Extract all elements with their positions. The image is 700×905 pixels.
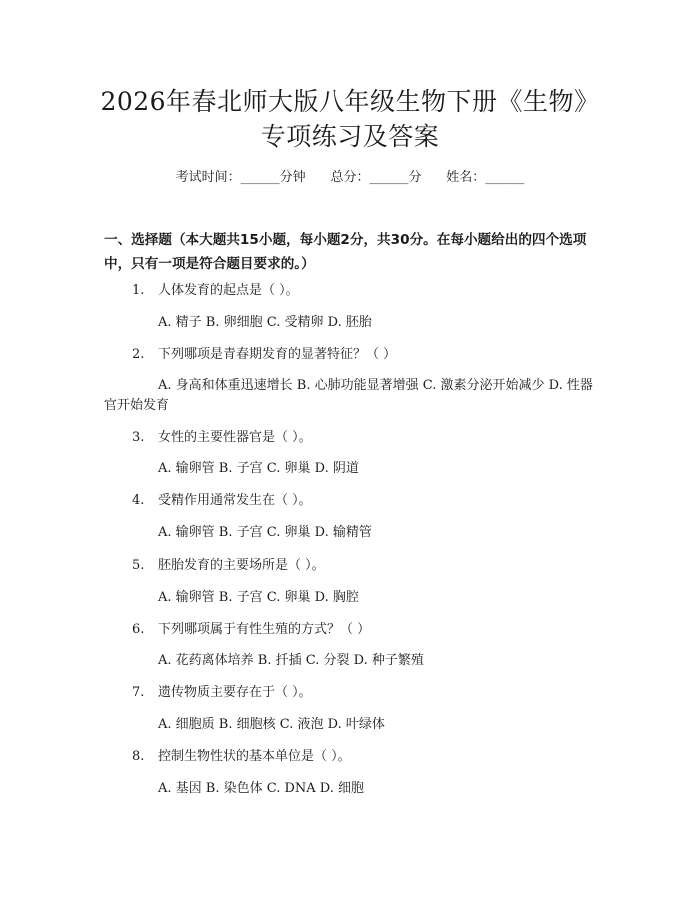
question-options: A. 花药离体培养 B. 扦插 C. 分裂 D. 种子繁殖 <box>158 653 424 668</box>
document-title-line1: 2026年春北师大版八年级生物下册《生物》 <box>100 87 600 116</box>
question-number: 1. <box>132 283 145 298</box>
question-number: 2. <box>132 347 145 362</box>
question-options: A. 基因 B. 染色体 C. DNA D. 细胞 <box>158 781 365 796</box>
question-number: 4. <box>132 493 145 508</box>
question-text: 下列哪项属于有性生殖的方式？（ ） <box>158 622 371 637</box>
question-text: 女性的主要性器官是（ ）。 <box>158 430 312 445</box>
question-stem <box>132 491 312 511</box>
question-number: 6. <box>132 622 145 637</box>
total-score-label: 总分：______分 <box>330 170 422 185</box>
exam-time-label: 考试时间：______分钟 <box>175 170 306 185</box>
question-options: A. 身高和体重迅速增长 B. 心肺功能显著增强 C. 激素分泌开始减少 D. 性器官开始发育 <box>104 378 593 413</box>
question-number: 7. <box>132 685 145 700</box>
question-options: A. 输卵管 B. 子宫 C. 卵巢 D. 胸腔 <box>158 590 359 605</box>
question-options: A. 细胞质 B. 细胞核 C. 液泡 D. 叶绿体 <box>158 717 385 732</box>
question-text: 下列哪项是青春期发育的显著特征？（ ） <box>158 347 397 362</box>
question-options: A. 精子 B. 卵细胞 C. 受精卵 D. 胚胎 <box>158 315 372 330</box>
question-stem <box>132 556 325 576</box>
question-options: A. 输卵管 B. 子宫 C. 卵巢 D. 阴道 <box>158 461 359 476</box>
question-stem <box>132 747 351 767</box>
question-stem <box>132 620 370 640</box>
question-text: 控制生物性状的基本单位是（ ）。 <box>158 749 351 764</box>
question-text: 人体发育的起点是（ ）。 <box>158 283 299 298</box>
question-stem <box>132 345 396 365</box>
question-stem <box>132 428 312 448</box>
question-number: 3. <box>132 430 145 445</box>
question-stem <box>132 281 299 301</box>
question-text: 受精作用通常发生在（ ）。 <box>158 493 312 508</box>
question-options: A. 输卵管 B. 子宫 C. 卵巢 D. 输精管 <box>158 525 372 540</box>
name-label: 姓名：______ <box>446 170 525 185</box>
question-number: 8. <box>132 749 145 764</box>
question-text: 遗传物质主要存在于（ ）。 <box>158 685 312 700</box>
question-text: 胚胎发育的主要场所是（ ）。 <box>158 558 325 573</box>
question-number: 5. <box>132 558 145 573</box>
document-title-line2: 专项练习及答案 <box>260 122 440 151</box>
exam-info-line <box>0 168 700 188</box>
question-stem <box>132 683 312 703</box>
section-heading: 一、选择题（本大题共15小题，每小题2分，共30分。在每小题给出的四个选项中，只有一项是符合题目要求的。） <box>104 232 587 272</box>
